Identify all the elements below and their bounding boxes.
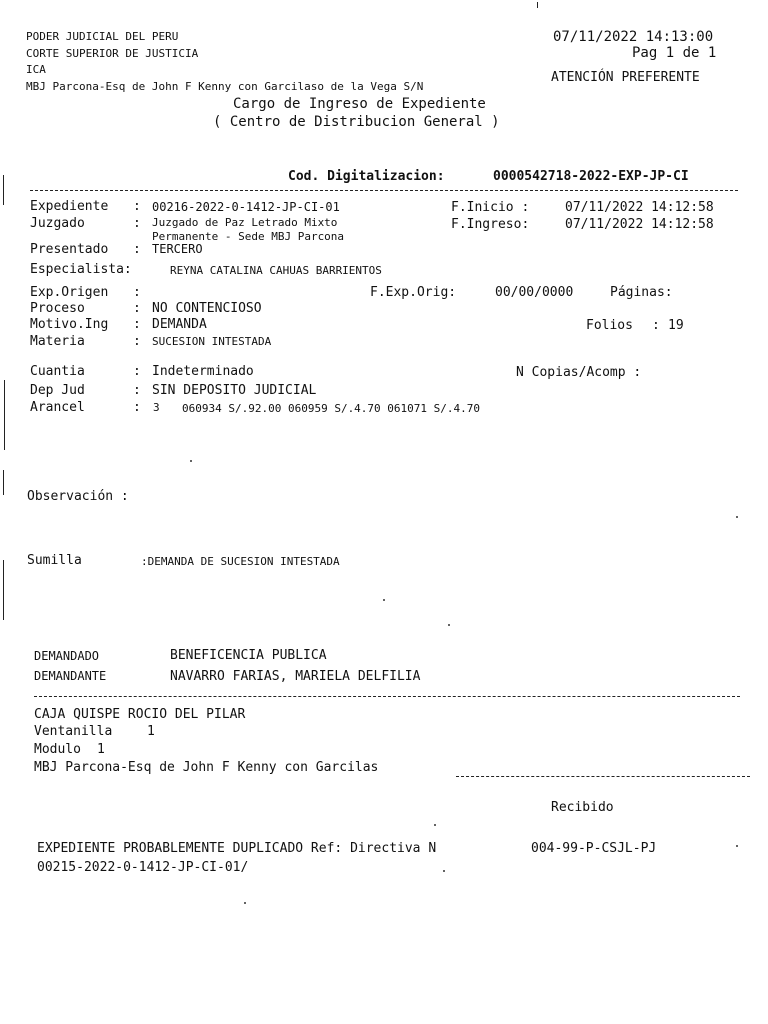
- colon: :: [133, 242, 141, 257]
- depjud-value: SIN DEPOSITO JUDICIAL: [152, 383, 317, 398]
- separator-top: [30, 190, 738, 191]
- document-subtitle: ( Centro de Distribucion General ): [213, 114, 500, 130]
- scan-mark: [3, 470, 4, 495]
- scan-speck: [736, 845, 738, 847]
- digitalizacion-code: 0000542718-2022-EXP-JP-CI: [493, 169, 689, 184]
- colon: :: [133, 301, 141, 316]
- caja-line: CAJA QUISPE ROCIO DEL PILAR: [34, 707, 246, 722]
- colon: :: [133, 199, 141, 214]
- fexp-orig-label: F.Exp.Orig:: [370, 285, 457, 300]
- colon: :: [133, 334, 141, 349]
- demandante-label: DEMANDANTE: [34, 669, 107, 683]
- exp-origen-label: Exp.Origen: [30, 285, 109, 300]
- referenced-expediente: 00215-2022-0-1412-JP-CI-01/: [37, 860, 249, 875]
- cuantia-value: Indeterminado: [152, 364, 254, 379]
- signature-line: [456, 776, 750, 777]
- priority-label: ATENCIÓN PREFERENTE: [551, 70, 700, 85]
- materia-label: Materia: [30, 334, 85, 349]
- ventanilla-label: Ventanilla: [34, 724, 113, 739]
- observacion-label: Observación :: [27, 489, 129, 504]
- depjud-label: Dep Jud: [30, 383, 85, 398]
- colon: :: [133, 317, 141, 332]
- finicio-value: 07/11/2022 14:12:58: [565, 200, 714, 215]
- especialista-label: Especialista:: [30, 262, 132, 277]
- ventanilla-value: 1: [147, 724, 155, 739]
- especialista-value: REYNA CATALINA CAHUAS BARRIENTOS: [170, 264, 382, 277]
- demandado-value: BENEFICENCIA PUBLICA: [170, 648, 327, 663]
- folios-label: Folios: [586, 318, 633, 333]
- proceso-label: Proceso: [30, 301, 85, 316]
- address-line: MBJ Parcona-Esq de John F Kenny con Garcilaso de la Vega S/N: [26, 80, 424, 93]
- finicio-label: F.Inicio :: [451, 200, 530, 215]
- scan-speck: [443, 870, 445, 872]
- motivo-label: Motivo.Ing: [30, 317, 109, 332]
- sumilla-value: :DEMANDA DE SUCESION INTESTADA: [141, 555, 340, 568]
- motivo-value: DEMANDA: [152, 317, 207, 332]
- presentado-value: TERCERO: [152, 242, 203, 256]
- fingreso-value: 07/11/2022 14:12:58: [565, 217, 714, 232]
- scan-speck: [448, 624, 450, 626]
- print-datetime: 07/11/2022 14:13:00: [553, 29, 714, 45]
- digitalizacion-label: Cod. Digitalizacion:: [288, 169, 445, 184]
- scan-speck: [434, 824, 436, 826]
- juzgado-value-line-1: Juzgado de Paz Letrado Mixto: [152, 216, 338, 229]
- scan-speck: [736, 516, 738, 518]
- arancel-value: 060934 S/.92.00 060959 S/.4.70 061071 S/.4.70: [182, 402, 481, 415]
- sumilla-label: Sumilla: [27, 553, 82, 568]
- duplicado-notice: EXPEDIENTE PROBABLEMENTE DUPLICADO Ref: Directiva N: [37, 841, 437, 856]
- org-line-3: ICA: [26, 63, 46, 76]
- scan-mark: [3, 175, 4, 205]
- demandante-value: NAVARRO FARIAS, MARIELA DELFILIA: [170, 669, 421, 684]
- scan-mark: [537, 2, 538, 8]
- materia-value: SUCESION INTESTADA: [152, 335, 272, 348]
- colon: :: [133, 364, 141, 379]
- recibido-label: Recibido: [551, 800, 614, 815]
- copias-label: N Copias/Acomp :: [516, 365, 642, 380]
- document-title: Cargo de Ingreso de Expediente: [233, 96, 486, 112]
- paginas-label: Páginas:: [610, 285, 673, 300]
- scan-mark: [4, 380, 5, 450]
- colon: :: [652, 318, 660, 333]
- page-indicator: Pag 1 de 1: [632, 45, 717, 61]
- presentado-label: Presentado: [30, 242, 109, 257]
- scan-speck: [190, 460, 192, 462]
- fexp-orig-value: 00/00/0000: [495, 285, 574, 300]
- org-line-2: CORTE SUPERIOR DE JUSTICIA: [26, 47, 199, 60]
- separator-parties: [34, 696, 740, 697]
- cuantia-label: Cuantia: [30, 364, 85, 379]
- colon: :: [133, 285, 141, 300]
- arancel-count: 3: [153, 401, 160, 414]
- scan-speck: [244, 902, 246, 904]
- scan-mark: [3, 560, 4, 620]
- expediente-label: Expediente: [30, 199, 109, 214]
- fingreso-label: F.Ingreso:: [451, 217, 530, 232]
- directiva-number: 004-99-P-CSJL-PJ: [531, 841, 657, 856]
- org-line-1: PODER JUDICIAL DEL PERU: [26, 30, 179, 43]
- colon: :: [133, 216, 141, 231]
- juzgado-value-line-2: Permanente - Sede MBJ Parcona: [152, 230, 345, 243]
- proceso-value: NO CONTENCIOSO: [152, 301, 262, 316]
- caja-address: MBJ Parcona-Esq de John F Kenny con Garcilas: [34, 760, 379, 775]
- demandado-label: DEMANDADO: [34, 649, 100, 663]
- modulo-value: 1: [97, 742, 105, 757]
- expediente-value: 00216-2022-0-1412-JP-CI-01: [152, 200, 340, 214]
- juzgado-label: Juzgado: [30, 216, 85, 231]
- modulo-label: Modulo: [34, 742, 81, 757]
- colon: :: [133, 400, 141, 415]
- colon: :: [133, 383, 141, 398]
- folios-value: 19: [668, 318, 684, 333]
- scan-speck: [383, 599, 385, 601]
- arancel-label: Arancel: [30, 400, 85, 415]
